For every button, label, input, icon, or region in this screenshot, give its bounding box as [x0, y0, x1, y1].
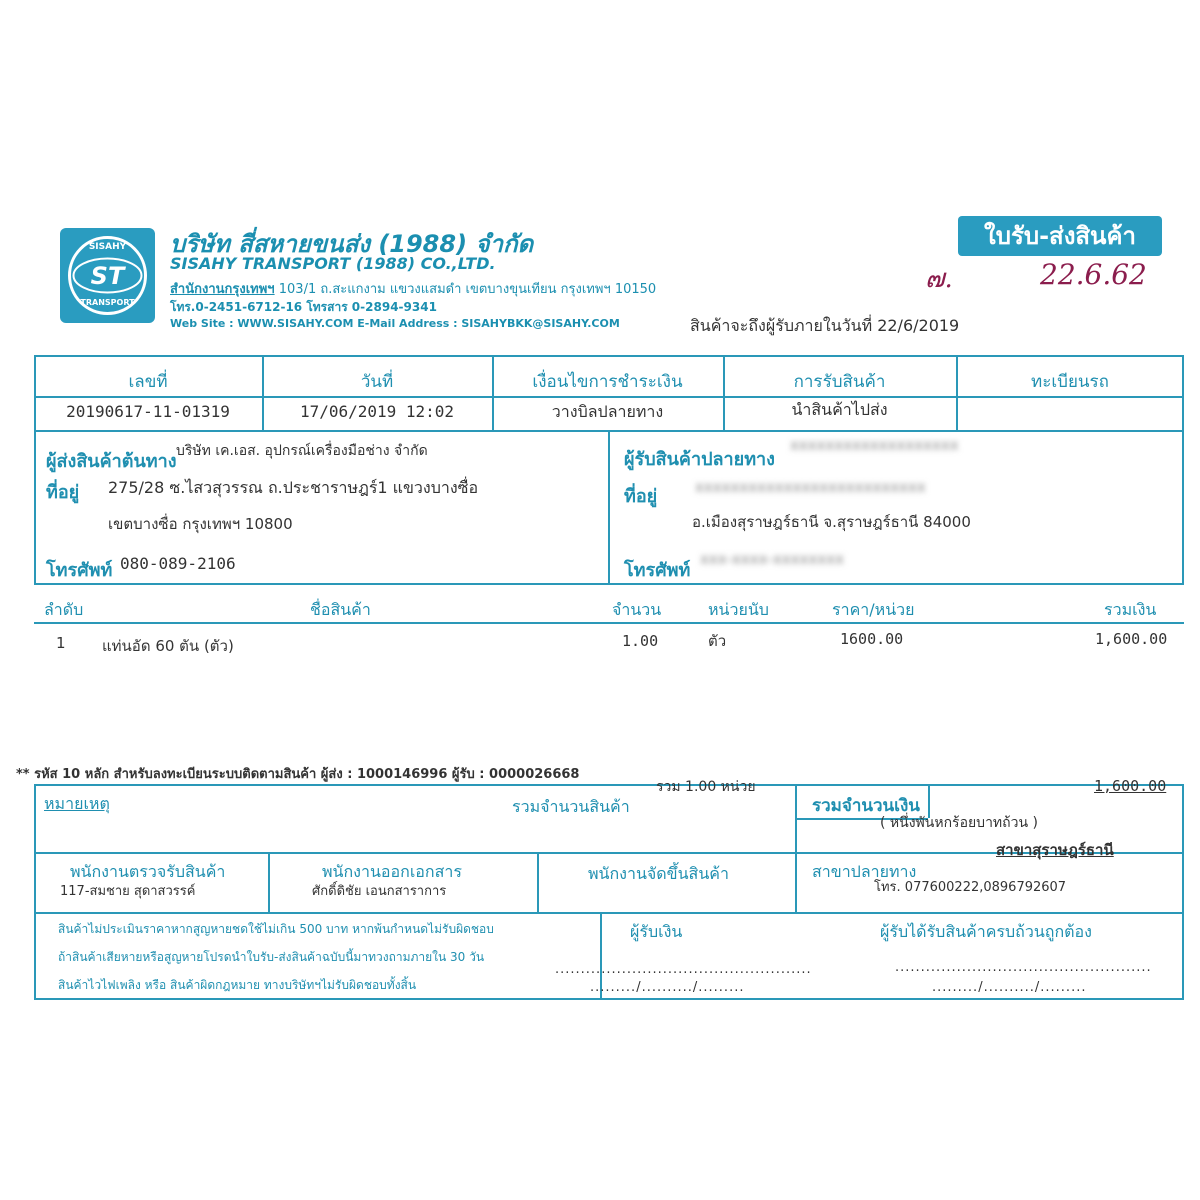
sender-name: บริษัท เค.เอส. อุปกรณ์เครื่องมือช่าง จำกัด — [176, 443, 428, 459]
item-total: 1,600.00 — [1095, 630, 1168, 648]
items-col-total: รวมเงิน — [1104, 600, 1157, 619]
receiver-address-1: xxxxxxxxxxxxxxxxxxxxxxxxxx — [695, 478, 926, 496]
receipt-method: นำสินค้าไปส่ง — [791, 400, 888, 419]
office-address: 103/1 ถ.สะแกงาม แขวงแสมดำ เขตบางขุนเทียน กรุงเทพฯ 10150 — [278, 282, 657, 297]
company-phone: โทร.0-2451-6712-16 โทรสาร 0-2894-9341 — [170, 300, 437, 314]
company-web: Web Site : WWW.SISAHY.COM E-Mail Address : SISAHYBKK@SISAHY.COM — [170, 317, 620, 330]
office-address-line — [170, 278, 656, 299]
company-logo — [60, 228, 155, 323]
item-name: แท่นอัด 60 ตัน (ตัว) — [102, 637, 234, 655]
issuer-value: ศักดิ์ดิชัย เอนกสาราการ — [312, 884, 447, 899]
col-receipt-header: การรับสินค้า — [793, 372, 886, 392]
payee-date-line: ........./........../......... — [590, 980, 745, 995]
item-seq: 1 — [56, 634, 66, 652]
sender-address-label: ที่อยู่ — [46, 482, 80, 503]
col-doc-no-header: เลขที่ — [128, 372, 168, 392]
amount-in-words: ( หนึ่งพันหกร้อยบาทถ้วน ) — [880, 815, 1038, 831]
receiver-label: ผู้รับสินค้าปลายทาง — [624, 449, 775, 470]
item-unit: ตัว — [708, 632, 727, 650]
dest-branch-label: สาขาปลายทาง — [812, 862, 917, 881]
logo-mid-text: ST — [90, 262, 125, 290]
office-label: สำนักงานกรุงเทพฯ — [170, 282, 275, 297]
col-date-header: วันที่ — [360, 372, 394, 392]
doc-title: ใบรับ-ส่งสินค้า — [958, 216, 1162, 256]
company-name-th: บริษัท สี่สหายขนส่ง (1988) จำกัด — [170, 230, 534, 258]
items-col-unit: หน่วยนับ — [708, 600, 769, 619]
total-amount-label: รวมจำนวนเงิน — [812, 796, 920, 816]
logo-top-text: SISAHY — [88, 242, 127, 252]
company-name-en: SISAHY TRANSPORT (1988) CO.,LTD. — [170, 254, 496, 273]
items-col-seq: ลำดับ — [44, 600, 84, 619]
items-col-qty: จำนวน — [612, 600, 662, 619]
sender-phone: 080-089-2106 — [120, 554, 236, 573]
receiver-confirm-label: ผู้รับได้รับสินค้าครบถ้วนถูกต้อง — [880, 922, 1092, 941]
doc-number: 20190617-11-01319 — [66, 402, 230, 421]
dest-branch-phone: โทร. 077600222,0896792607 — [874, 880, 1067, 895]
doc-date: 17/06/2019 12:02 — [299, 402, 455, 421]
item-qty: 1.00 — [622, 632, 659, 650]
branch-name: สาขาสุราษฎร์ธานี — [996, 841, 1114, 859]
issuer-label: พนักงานออกเอกสาร — [322, 862, 462, 881]
sender-phone-label: โทรศัพท์ — [46, 560, 113, 581]
checker-value: 117-สมชาย สุดาสวรรค์ — [60, 884, 196, 899]
col-plate-header: ทะเบียนรถ — [1031, 372, 1109, 392]
tracking-note: ** รหัส 10 หลัก สำหรับลงทะเบียนระบบติดตามสินค้า ผู้ส่ง : 1000146996 ผู้รับ : 0000026668 — [16, 767, 580, 782]
handwritten-mark: ๗. — [925, 264, 953, 294]
items-col-name: ชื่อสินค้า — [310, 600, 371, 619]
checker-label: พนักงานตรวจรับสินค้า — [70, 862, 226, 881]
total-amount-value: 1,600.00 — [1094, 777, 1167, 795]
terms-line-2: ถ้าสินค้าเสียหายหรือสูญหายโปรดนำใบรับ-ส่งสินค้าฉบับนี้มาทวงถามภายใน 30 วัน — [58, 950, 485, 964]
receiver-address-label: ที่อยู่ — [624, 486, 658, 507]
remark-label: หมายเหตุ — [44, 794, 110, 813]
payee-label: ผู้รับเงิน — [630, 922, 683, 941]
receiver-name: xxxxxxxxxxxxxxxxxxx — [790, 436, 959, 454]
total-qty-label: รวมจำนวนสินค้า — [512, 797, 630, 816]
receiver-phone: xxx-xxxx-xxxxxxxx — [700, 550, 844, 568]
terms-line-1: สินค้าไม่ประเมินราคาหากสูญหายชดใช้ไม่เกิน 500 บาท หากพ้นกำหนดไม่รับผิดชอบ — [58, 922, 494, 936]
items-col-price: ราคา/หน่วย — [832, 600, 915, 619]
col-payment-header: เงื่อนไขการชำระเงิน — [532, 372, 683, 392]
sender-label: ผู้ส่งสินค้าต้นทาง — [46, 451, 177, 472]
sender-address-1: 275/28 ซ.ไสวสุวรรณ ถ.ประชาราษฎร์1 แขวงบางซื่อ — [108, 478, 479, 497]
receiver-date-line: ........./........../......... — [932, 980, 1087, 995]
item-price: 1600.00 — [840, 630, 904, 648]
arrival-note: สินค้าจะถึงผู้รับภายในวันที่ 22/6/2019 — [690, 316, 960, 335]
loader-label: พนักงานจัดขึ้นสินค้า — [588, 864, 729, 883]
terms-line-3: สินค้าไวไฟเพลิง หรือ สินค้าผิดกฎหมาย ทางบริษัทฯไม่รับผิดชอบทั้งสิ้น — [58, 978, 417, 992]
payment-term: วางบิลปลายทาง — [551, 402, 664, 421]
handwritten-date: 22.6.62 — [1040, 258, 1147, 291]
total-qty-value: รวม 1.00 หน่วย — [656, 779, 756, 795]
logo-bottom-text: TRANSPORT — [80, 298, 135, 307]
payee-sign-line: .................................................. — [555, 962, 812, 977]
receiver-phone-label: โทรศัพท์ — [624, 560, 691, 581]
sender-address-2: เขตบางซื่อ กรุงเทพฯ 10800 — [108, 515, 293, 533]
receiver-sign-line: .................................................. — [895, 960, 1152, 975]
receiver-address-2: อ.เมืองสุราษฎร์ธานี จ.สุราษฎร์ธานี 84000 — [692, 513, 971, 531]
